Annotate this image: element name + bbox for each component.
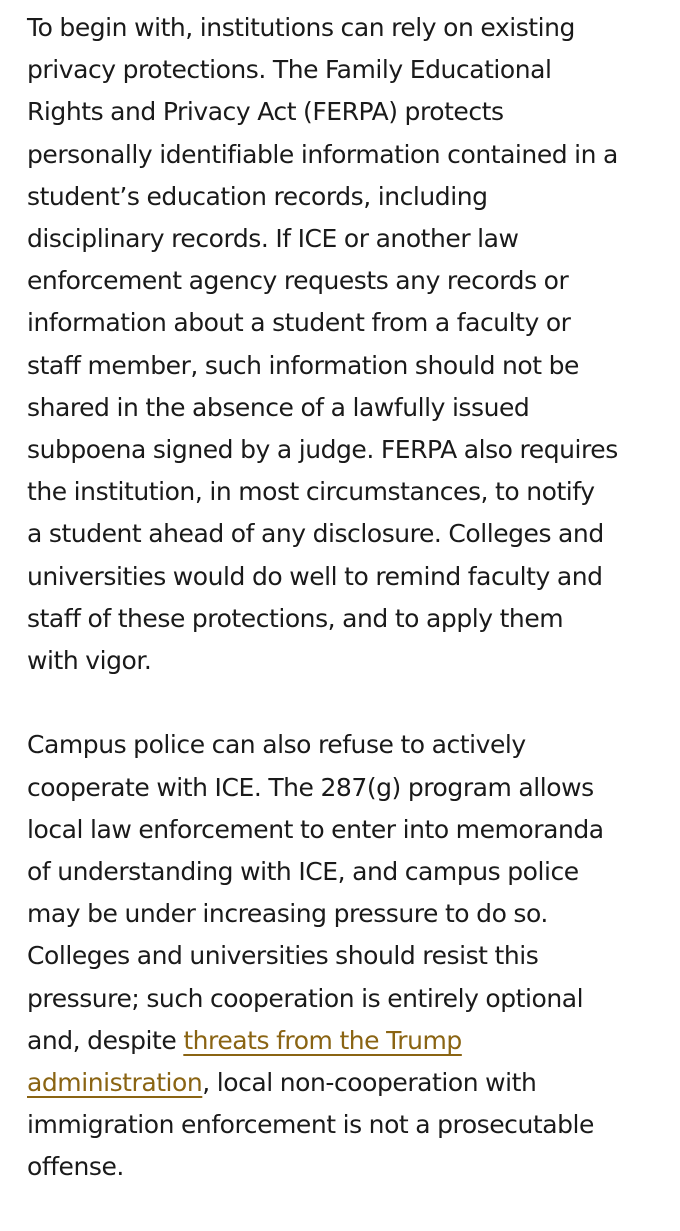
text-line: personally identifiable information contained in a: [27, 139, 618, 169]
text-line: with vigor.: [27, 646, 152, 676]
text-line: offense.: [27, 1152, 124, 1182]
text-line: staff of these protections, and to apply them: [27, 603, 564, 633]
text-line: information about a student from a faculty or: [27, 308, 571, 338]
paragraph-ferpa: [27, 7, 673, 682]
text-line-with-link: [27, 1020, 673, 1062]
text-line: disciplinary records. If ICE or another law: [27, 224, 519, 254]
text-line: shared in the absence of a lawfully issued: [27, 392, 530, 422]
text-line: enforcement agency requests any records or: [27, 266, 569, 296]
text-line: of understanding with ICE, and campus police: [27, 857, 579, 887]
text-line: student’s education records, including: [27, 181, 488, 211]
link-prefix-text: and, despite: [27, 1025, 184, 1055]
text-line: privacy protections. The Family Educational: [27, 55, 552, 85]
text-line: the institution, in most circumstances, to notify: [27, 477, 595, 507]
trump-administration-threats-link[interactable]: threats from the Trump: [183, 1025, 462, 1055]
text-line: immigration enforcement is not a prosecutable: [27, 1110, 594, 1140]
text-line: To begin with, institutions can rely on existing: [27, 13, 575, 42]
text-line: pressure; such cooperation is entirely optional: [27, 983, 584, 1013]
text-line: a student ahead of any disclosure. Colleges and: [27, 519, 604, 549]
text-line: staff member, such information should not be: [27, 350, 579, 380]
trump-administration-threats-link-continued[interactable]: administration: [27, 1068, 203, 1098]
text-line: local law enforcement to enter into memoranda: [27, 814, 604, 844]
text-line: Colleges and universities should resist this: [27, 941, 539, 971]
text-line: Campus police can also refuse to actively: [27, 730, 526, 760]
text-line-with-link: [27, 1062, 673, 1104]
text-line: cooperate with ICE. The 287(g) program allows: [27, 772, 594, 802]
paragraph-campus-police: [27, 724, 673, 1188]
after-link-text: , local non-cooperation with: [202, 1068, 537, 1098]
article-body: [27, 7, 673, 1231]
text-line: may be under increasing pressure to do so.: [27, 899, 548, 929]
text-line: universities would do well to remind faculty and: [27, 561, 603, 591]
text-line: Rights and Privacy Act (FERPA) protects: [27, 97, 504, 127]
text-line: subpoena signed by a judge. FERPA also requires: [27, 435, 618, 465]
